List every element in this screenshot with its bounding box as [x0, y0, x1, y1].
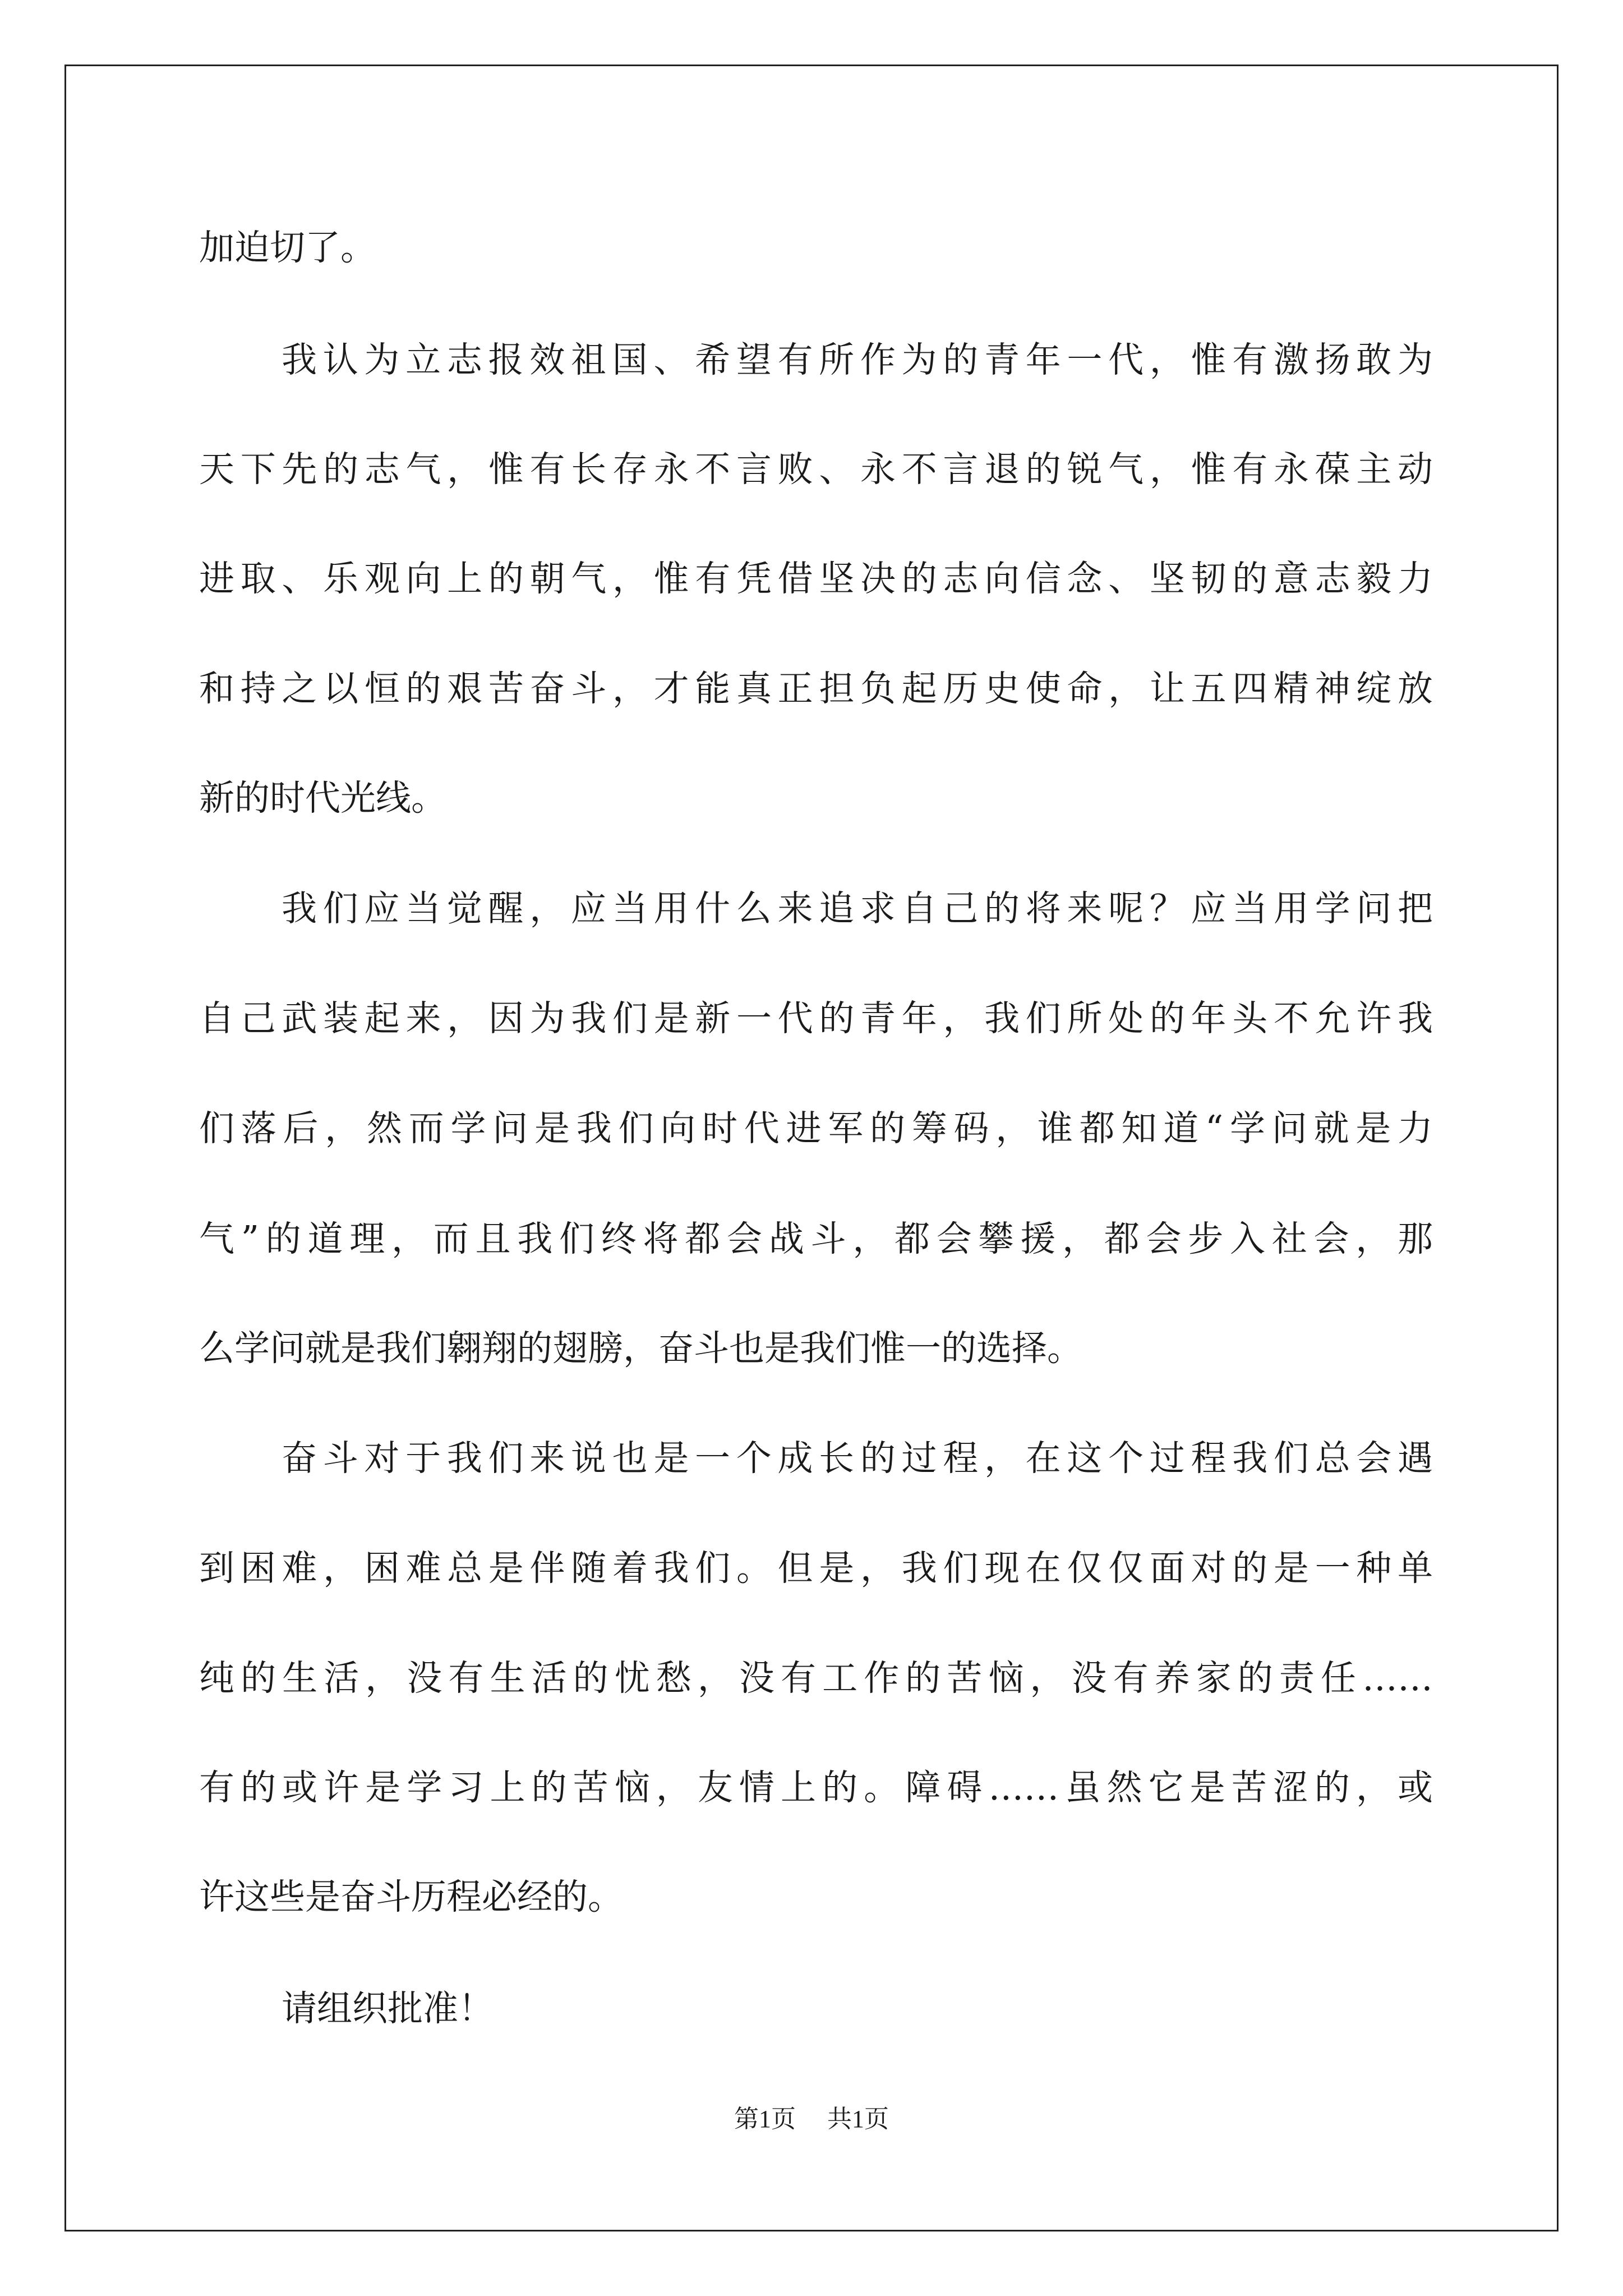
page-number-current: 第1页: [734, 2105, 796, 2133]
page-number-total: 共1页: [827, 2105, 889, 2133]
text-line: 我认为立志报效祖国、希望有所作为的青年一代，惟有激扬敢为: [282, 339, 1433, 380]
text-line: 天下先的志气，惟有长存永不言败、永不言退的锐气，惟有永葆主动: [199, 449, 1433, 490]
text-line: 我们应当觉醒，应当用什么来追求自己的将来呢？应当用学问把: [282, 888, 1433, 929]
text-line: 们落后，然而学问是我们向时代进军的筹码，谁都知道“学问就是力: [199, 1108, 1433, 1149]
text-line: 请组织批准！: [282, 1988, 494, 2029]
text-line: 自己武装起来，因为我们是新一代的青年，我们所处的年头不允许我: [199, 998, 1433, 1039]
text-line: 气”的道理，而且我们终将都会战斗，都会攀援，都会步入社会，那: [199, 1218, 1433, 1259]
text-line: 进取、乐观向上的朝气，惟有凭借坚决的志向信念、坚韧的意志毅力: [199, 558, 1433, 599]
text-line: 新的时代光线。: [199, 777, 446, 818]
text-line: 有的或许是学习上的苦恼，友情上的。障碍……虽然它是苦涩的，或: [199, 1767, 1433, 1808]
text-line: 和持之以恒的艰苦奋斗，才能真正担负起历史使命，让五四精神绽放: [199, 668, 1433, 709]
text-line: 许这些是奋斗历程必经的。: [199, 1876, 623, 1917]
text-line: 加迫切了。: [199, 227, 376, 268]
text-line: 到困难，困难总是伴随着我们。但是，我们现在仅仅面对的是一种单: [199, 1548, 1433, 1589]
text-line: 纯的生活，没有生活的忧愁，没有工作的苦恼，没有养家的责任……: [199, 1658, 1433, 1699]
text-line: 么学问就是我们翱翔的翅膀，奋斗也是我们惟一的选择。: [199, 1328, 1082, 1369]
page-footer: [0, 2097, 1623, 2142]
text-line: 奋斗对于我们来说也是一个成长的过程，在这个过程我们总会遇: [282, 1438, 1433, 1479]
